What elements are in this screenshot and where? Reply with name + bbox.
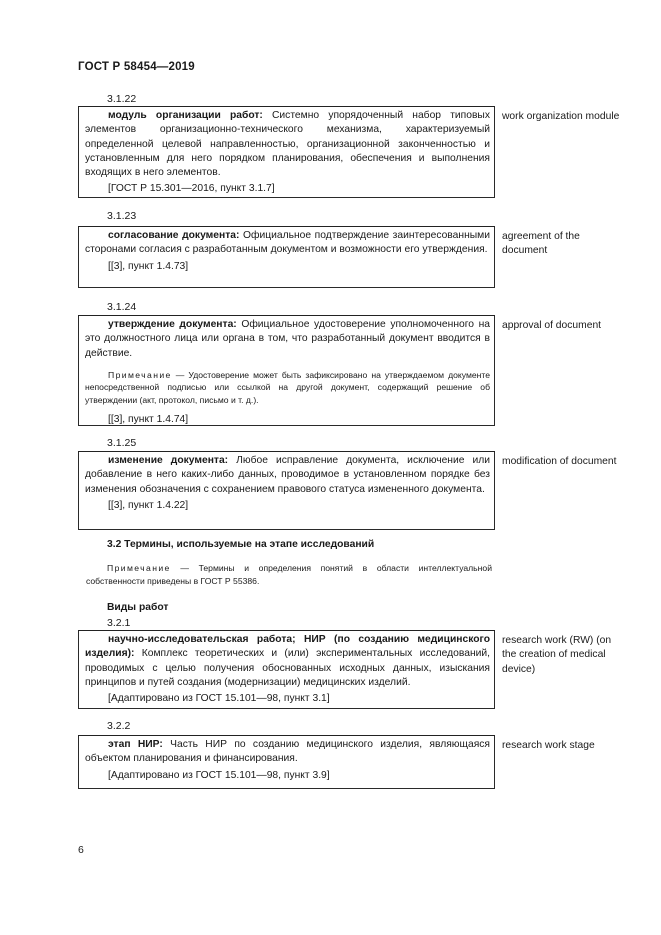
term-definition xyxy=(85,630,490,690)
section-title: 3.2 Термины, используемые на этапе исследований xyxy=(107,539,375,550)
term-source: [[3], пункт 1.4.22] xyxy=(108,499,189,511)
term-source: [Адаптировано из ГОСТ 15.101—98, пункт 3.1] xyxy=(108,693,330,705)
term-source: [[3], пункт 1.4.74] xyxy=(108,413,189,425)
term-box xyxy=(78,315,495,426)
term-english: research work stage xyxy=(502,740,595,751)
term-name: научно-исследовательская работа; НИР (по созданию медицинского изделия): xyxy=(85,634,490,660)
term-box xyxy=(78,106,495,198)
term-source: [[3], пункт 1.4.73] xyxy=(108,260,189,272)
term-english: work organization module xyxy=(502,111,620,122)
term-definition xyxy=(85,735,490,767)
term-name: этап НИР: xyxy=(108,739,163,750)
term-definition xyxy=(85,315,490,361)
term-number: 3.1.25 xyxy=(107,437,137,449)
term-number: 3.1.24 xyxy=(107,301,137,313)
definition-text: Любое исправление документа, исключение или добавление в него каких-либо данных, проводимое в установленном порядке без изменения обозначения с сохранением правового статуса измененного документа. xyxy=(85,455,491,495)
term-number: 3.1.23 xyxy=(107,210,137,222)
note-text: — Удостоверение может быть зафиксировано на утверждаемом документе непосредственной подписью или ссылкой на другой документ, содержащий решение об утверждении (акт, протокол, письмо и т. д.). xyxy=(85,369,490,406)
subheading: Виды работ xyxy=(107,602,169,613)
term-name: модуль организации работ: xyxy=(108,110,263,121)
term-box xyxy=(78,226,495,288)
note-text: — Термины и определения понятий в области интеллектуальной собственности приведены в ГОСТ Р 55386. xyxy=(86,563,492,586)
term-definition xyxy=(85,451,490,497)
definition-text: Часть НИР по созданию медицинского изделия, являющаяся объектом планирования и финансирования. xyxy=(85,739,490,765)
note-label: Примечание xyxy=(108,369,172,380)
term-english: research work (RW) (on the creation of medical device) xyxy=(502,635,612,675)
term-note xyxy=(85,369,490,407)
term-definition xyxy=(85,106,490,180)
term-english: agreement of the document xyxy=(502,231,580,257)
definition-text: Официальное подтверждение заинтересованными сторонами согласия с разработанным документом и возможности его утверждения. xyxy=(85,230,490,256)
note-label: Примечание xyxy=(107,563,171,573)
term-name: изменение документа: xyxy=(108,455,229,466)
term-number: 3.2.1 xyxy=(107,617,131,629)
term-number: 3.2.2 xyxy=(107,720,131,732)
term-english: approval of document xyxy=(502,320,602,331)
term-english: modification of document xyxy=(502,456,617,467)
definition-text: Системно упорядоченный набор типовых элементов организационно-технического механизма, характеризуемый определенной целевой направленностью, организационной законченностью и установленным для него порядком планирования, обеспечения и выполнения входящих в него элементов. xyxy=(85,110,490,179)
term-number: 3.1.22 xyxy=(107,93,137,105)
term-definition xyxy=(85,226,490,258)
document-header: ГОСТ Р 58454—2019 xyxy=(78,61,195,73)
definition-text: Комплекс теоретических и (или) экспериментальных исследований, проводимых с целью получения обоснованных исходных данных, изыскания принципов и путей создания (модернизации) медицинских изделий. xyxy=(85,648,490,688)
term-name: утверждение документа: xyxy=(108,319,237,330)
page-number: 6 xyxy=(78,844,84,856)
section-note xyxy=(86,562,492,587)
term-box xyxy=(78,735,495,789)
term-name: согласование документа: xyxy=(108,230,240,241)
definition-text: Официальное удостоверение уполномоченного на это должностного лица или органа в том, что разработанный документ вводится в действие. xyxy=(85,319,490,359)
term-box xyxy=(78,451,495,530)
term-source: [ГОСТ Р 15.301—2016, пункт 3.1.7] xyxy=(108,183,275,195)
term-source: [Адаптировано из ГОСТ 15.101—98, пункт 3.9] xyxy=(108,769,330,781)
term-box xyxy=(78,630,495,709)
